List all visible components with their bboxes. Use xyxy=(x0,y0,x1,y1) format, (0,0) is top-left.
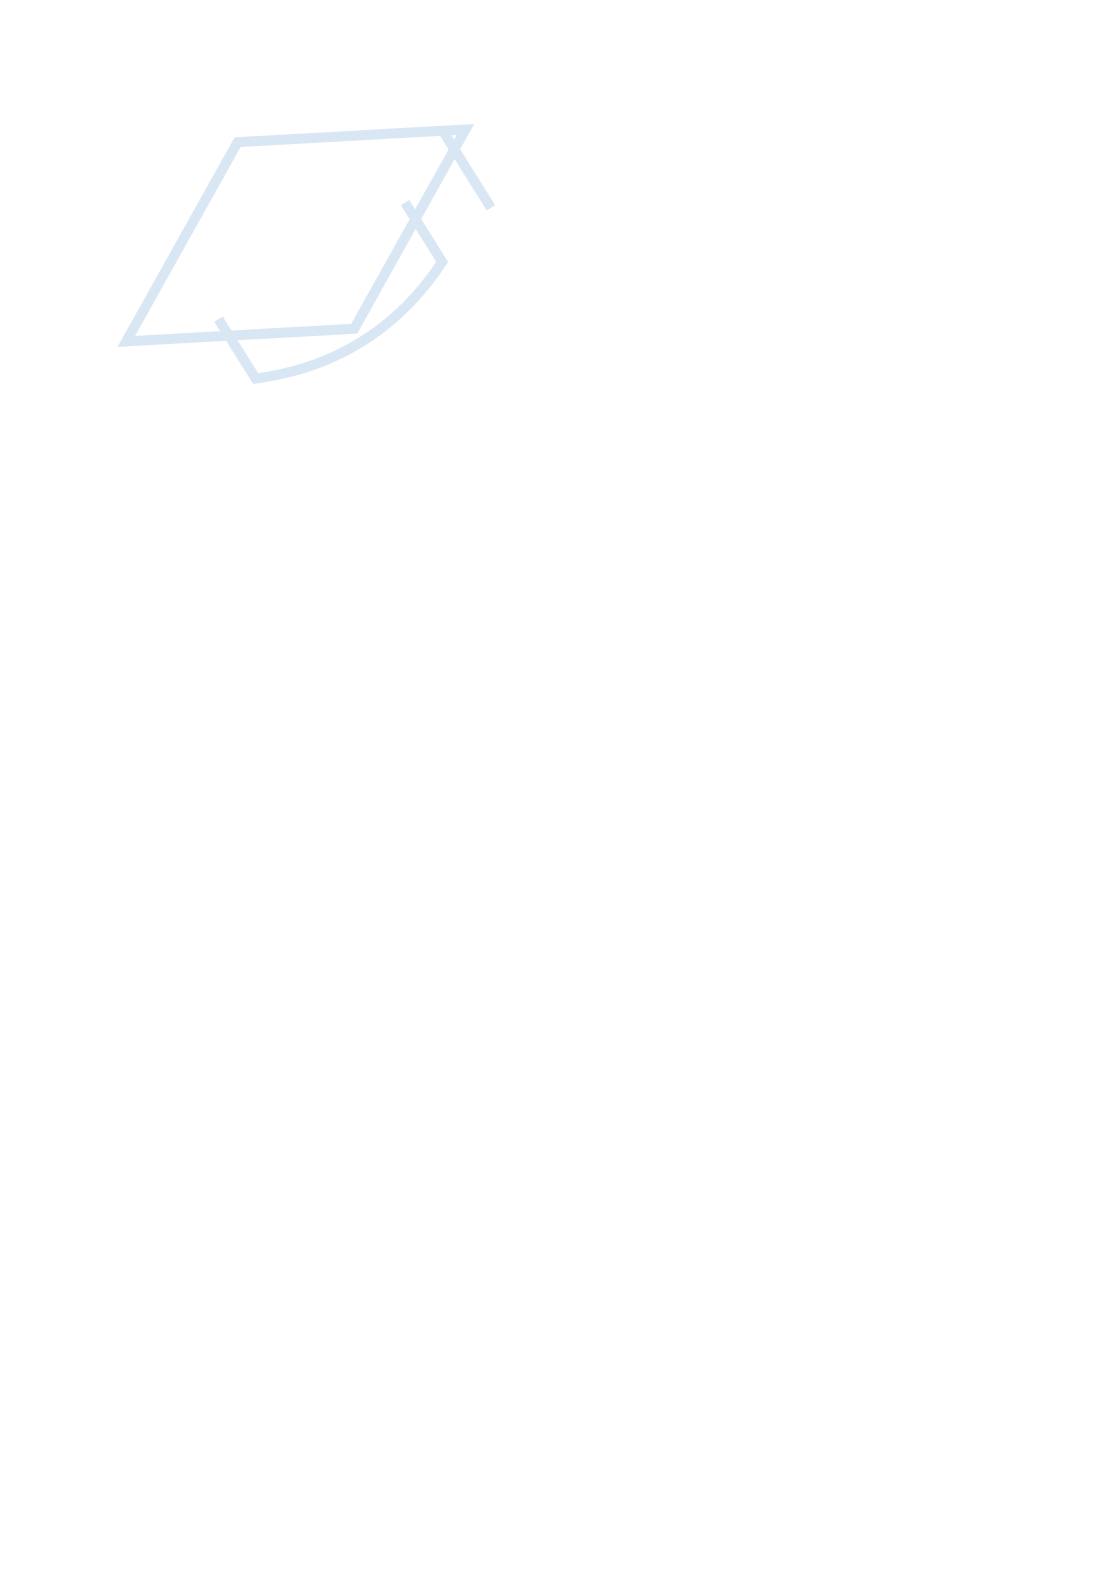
document-page xyxy=(66,92,1056,136)
mortarboard-icon xyxy=(68,36,524,400)
watermark-logo xyxy=(20,20,540,400)
